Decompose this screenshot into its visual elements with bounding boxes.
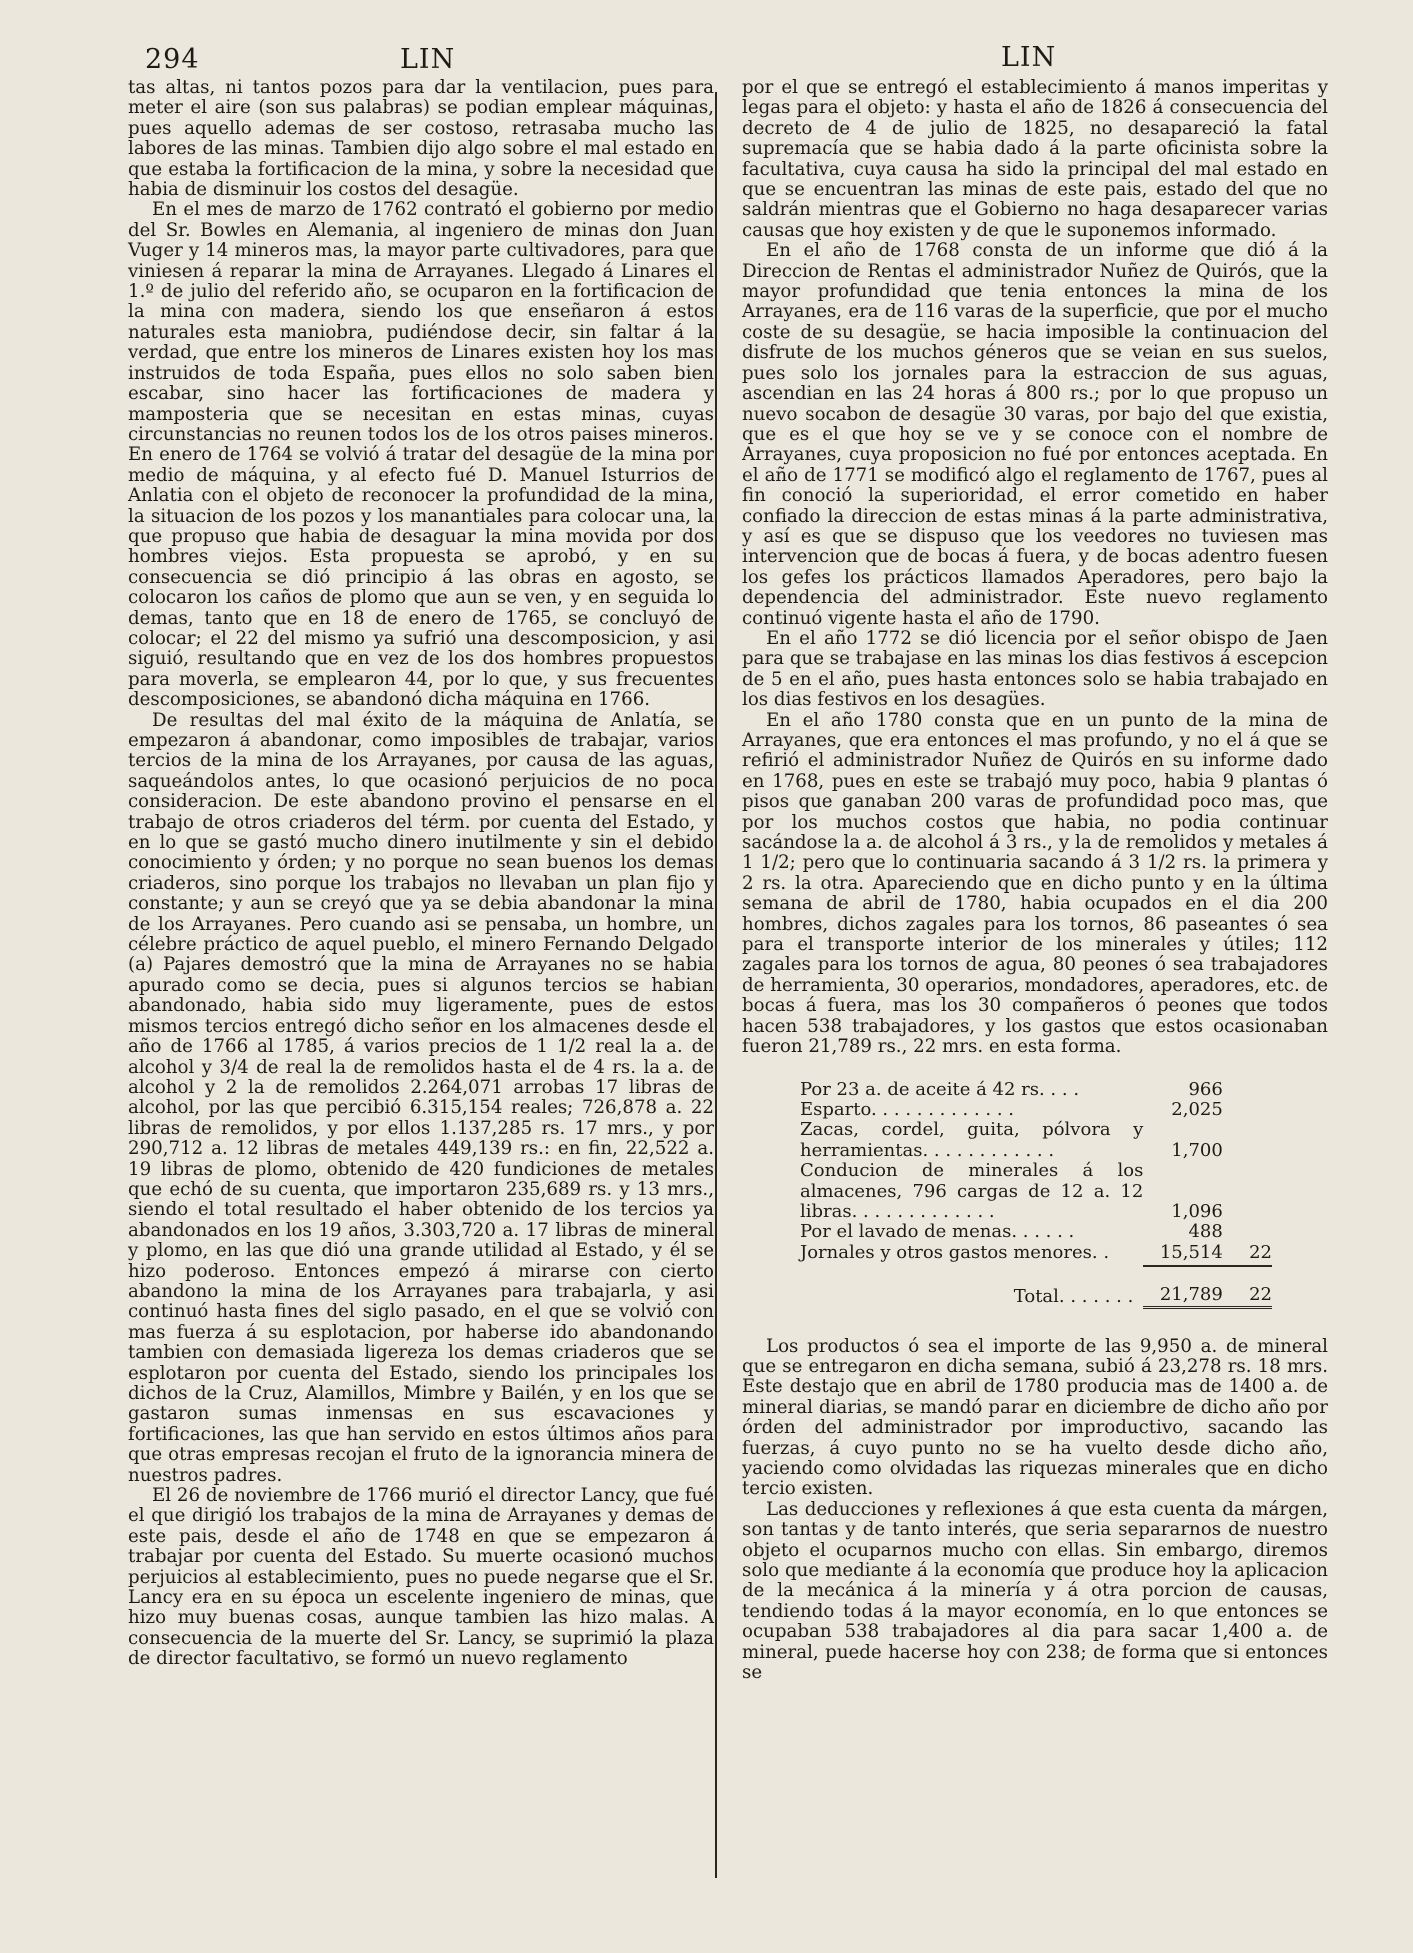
expense-amount: 966 <box>1188 1078 1223 1100</box>
total-row <box>800 1266 1272 1307</box>
total-mrs: 22 <box>1249 1284 1272 1306</box>
expense-item: Por 23 a. de aceite á 42 rs. . . . <box>800 1078 1080 1100</box>
paragraph: De resultas del mal éxito de la máquina de Anlatía, se empezaron á abandonar, como imposibles de trabajar, varios tercios de la mina de los Arrayanes, por causa de las aguas, saqueándolos antes, lo que ocasionó perjuicios de no poca consideracion. De este abandono provino el pensarse en el trabajo de otros criaderos del térm. por cuenta del Estado, y en lo que se gastó mucho dinero inutilmente y sin el debido conocimiento y órden; y no porque no sean buenos los demas criaderos, sino porque los trabajos no llevaban un plan fijo y constante; y aun se creyó que ya se debia abandonar la mina de los Arrayanes. Pero cuando asi se pensaba, un hombre, un célebre práctico de aquel pueblo, el minero Fernando Delgado (a) Pajares demostró que la mina de Arrayanes no se habia apurado como se decia, pues si algunos tercios se habian abandonado, habia sido muy ligeramente, pues de estos mismos tercios entregó dicho señor en los almacenes desde el año de 1766 al 1785, á varios precios de 1 1/2 real la a. de alcohol y 3/4 de real la de remolidos hasta el de 4 rs. la a. de alcohol y 2 la de remolidos 2.264,071 arrobas 17 libras de alcohol, por las que percibió 6.315,154 reales; 726,878 a. 22 libras de remolidos, y por ellos 1.137,285 rs. 17 mrs., y por 290,712 a. 12 libras de metales 449,139 rs.: en fin, 22,522 a. 19 libras de plomo, obtenido de 420 fundiciones de metales que echó de su cuenta, que importaron 235,689 rs. y 13 mrs., siendo el total resultado el haber obtenido de los tercios ya abandonados en los 19 años, 3.303,720 a. 17 libras de mineral y plomo, en las que dió una grande utilidad al Estado, y él se hizo poderoso. Entonces empezó á mirarse con cierto abandono la mina de los Arrayanes para trabajarla, y asi continuó hasta fines del siglo pasado, en el que se volvió con mas fuerza á su esplotacion, por haberse ido abandonando tambien con demasiada ligereza los demas criaderos que se esplotaron por cuenta del Estado, siendo los principales los dichos de la Cruz, Alamillos, Mimbre y Bailén, y en los que se gastaron sumas inmensas en sus escavaciones y fortificaciones, las que han servido en estos últimos años para que otras empresas recojan el fruto de la ignorancia minera de nuestros padres. <box>128 709 714 1486</box>
expense-item: Zacas, cordel, guita, pólvora y herramientas. . . . . . . . . . . . <box>800 1119 1144 1161</box>
double-rule-row <box>800 1307 1272 1315</box>
expense-item: Jornales y otros gastos menores. . <box>800 1241 1110 1263</box>
expense-mrs <box>1223 1080 1272 1100</box>
table-row <box>800 1100 1272 1120</box>
table-row <box>800 1243 1272 1263</box>
left-column <box>128 78 714 1938</box>
total-label: Total. . . . . . . <box>1013 1285 1134 1307</box>
paragraph: En el año de 1768 consta de un informe que dió á la Direccion de Rentas el administrador Nuñez de Quirós, que la mayor profundidad que tenia entonces la mina de los Arrayanes, era de 116 varas de la superficie, que por el mucho coste de su desagüe, se hacia imposible la continuacion del disfrute de los muchos géneros que se veian en sus suelos, pues solo los jornales para la estraccion de sus aguas, ascendian en las 24 horas á 800 rs.; por lo que propuso un nuevo socabon de desagüe 30 varas, por bajo del que existia, que es el que hoy se ve y se conoce con el nombre de Arrayanes, cuya proposicion no fué por entonces aceptada. En el año de 1771 se modificó algo el reglamento de 1767, pues al fin conoció la superioridad, el error cometido en haber confiado la direccion de estas minas á la parte administrativa, y así es que se dispuso que los veedores no tuviesen mas intervencion que de bocas á fuera, y de bocas adentro fuesen los gefes los prácticos llamados Aperadores, pero bajo la dependencia del administrador. Este nuevo reglamento continuó vigente hasta el año de 1790. <box>742 240 1328 629</box>
expense-mrs <box>1223 1222 1272 1242</box>
paragraph: En el año 1772 se dió licencia por el señor obispo de Jaen para que se trabajase en las minas los dias festivos á escepcion de 5 en el año, pues hasta entonces solo se habia trabajado en los dias festivos en los desagües. <box>742 627 1328 711</box>
page-header <box>128 38 1339 78</box>
table-row <box>800 1222 1272 1242</box>
total-amount: 21,789 <box>1159 1284 1223 1306</box>
paragraph: En el año 1780 consta que en un punto de la mina de Arrayanes, que era entonces el mas profundo, y no el á que se refirió el administrador Nuñez de Quirós en su informe dado en 1768, pues en este se trabajó muy poco, habia 9 plantas ó pisos que ganaban 200 varas de profundidad poco mas, que por los muchos costos que habia, no podia continuar sacándose la a. de alcohol á 3 rs., y la de remolidos y metales á 1 1/2; pero que lo continuaria sacando á 3 1/2 rs. la primera y 2 rs. la otra. Apareciendo que en dicho punto y en la última semana de abril de 1780, habia ocupados en el dia 200 hombres, dichos zagales para los tornos, 86 paseantes ó sea para el transporte interior de los minerales y útiles; 112 zagales para los tornos de agua, 80 peones ó sea trabajadores de herramienta, 30 operarios, mondadores, aperadores, etc. de bocas á fuera, mas los 30 compañeros ó peones que todos hacen 538 trabajadores, y los gastos que estos ocasionaban fueron 21,789 rs., 22 mrs. en esta forma. <box>742 709 1328 1058</box>
left-running-head: LIN <box>400 44 456 75</box>
table-row <box>800 1120 1272 1161</box>
paragraph: tas altas, ni tantos pozos para dar la ventilacion, pues para meter el aire (son sus palabras) se podian emplear máquinas, pues aquello ademas de ser costoso, retrasaba mucho las labores de las minas. Tambien dijo algo sobre el mal estado en que estaba la fortificacion de la mina, y sobre la necesidad que habia de disminuir los costos del desagüe. <box>128 77 714 201</box>
expense-mrs <box>1223 1120 1272 1161</box>
expense-table <box>800 1080 1272 1315</box>
expense-item: Conducion de minerales á los almacenes, 796 cargas de 12 a. 12 libras. . . . . . . . . . . . . <box>800 1160 1144 1222</box>
column-divider <box>715 92 717 1878</box>
double-rule <box>1143 1307 1272 1315</box>
right-running-head: LIN <box>1001 42 1057 73</box>
expense-amount: 1,096 <box>1171 1200 1223 1222</box>
expense-amount: 2,025 <box>1171 1098 1223 1120</box>
expense-item: Esparto. . . . . . . . . . . . . <box>800 1098 1015 1120</box>
expense-amount: 488 <box>1188 1221 1223 1243</box>
expense-mrs: 22 <box>1249 1241 1272 1263</box>
paragraph: por el que se entregó el establecimiento á manos imperitas y legas para el objeto: y hasta el año de 1826 á consecuencia del decreto de 4 de julio de 1825, no desapareció la fatal supremacía que se habia dado á la parte oficinista sobre la facultativa, cuya causa ha sido la principal del mal estado en que se encuentran las minas de este pais, estado del que no saldrán mientras que el Gobierno no haga desaparecer varias causas que hoy existen y de que le suponemos informado. <box>742 77 1328 241</box>
paragraph: Los productos ó sea el importe de las 9,950 a. de mineral que se entregaron en dicha semana, subió á 23,278 rs. 18 mrs. Este destajo que en abril de 1780 producia mas de 1400 a. de mineral diarias, se mandó parar en diciembre de dicho año por órden del administrador por improductivo, sacando las fuerzas, á cuyo punto no se ha vuelto desde dicho año, yaciendo como olvidadas las riquezas minerales que en dicho tercio existen. <box>742 1335 1328 1500</box>
paragraph: En el mes de marzo de 1762 contrató el gobierno por medio del Sr. Bowles en Alemania, al ingeniero de minas don Juan Vuger y 14 mineros mas, la mayor parte cultivadores, para que viniesen á reparar la mina de Arrayanes. Llegado á Linares el 1.º de julio del referido año, se ocuparon en la fortificacion de la mina con madera, siendo los que enseñaron á estos naturales esta maniobra, pudiéndose decir, sin faltar á la verdad, que entre los mineros de Linares existen hoy los mas instruidos de toda España, pues ellos no solo saben bien escabar, sino hacer las fortificaciones de madera y mamposteria que se necesitan en estas minas, cuyas circunstancias no reunen todos los de los otros paises mineros. En enero de 1764 se volvió á tratar del desagüe de la mina por medio de máquina, y al efecto fué D. Manuel Isturrios de Anlatia con el objeto de reconocer la profundidad de la mina, la situacion de los pozos y los manantiales para colocar una, la que propuso que habia de desaguar la mina movida por dos hombres viejos. Esta propuesta se aprobó, y en su consecuencia se dió principio á las obras en agosto, se colocaron los caños de plomo que aun se ven, y en seguida lo demas, tanto que en 18 de enero de 1765, se concluyó de colocar; el 22 del mismo ya sufrió una descomposicion, y asi siguió, resultando que en vez de los dos hombres propuestos para moverla, se emplearon 44, por lo que, y sus frecuentes descomposiciones, se abandonó dicha máquina en 1766. <box>128 199 714 711</box>
expense-amount: 15,514 <box>1159 1241 1223 1263</box>
expense-amount: 1,700 <box>1171 1139 1223 1161</box>
expense-item: Por el lavado de menas. . . . . . <box>800 1221 1075 1243</box>
expense-mrs <box>1223 1100 1272 1120</box>
expense-mrs <box>1223 1161 1272 1222</box>
paragraph: Las deducciones y reflexiones á que esta cuenta da márgen, son tantas y de tanto interés, que seria separarnos de nuestro objeto el ocuparnos mucho con ellas. Sin embargo, diremos solo que mediante á la economía que produce hoy la aplicacion de la mecánica á la minería y á otra porcion de causas, tendiendo todas á la mayor economía, en lo que entonces se ocupaban 538 trabajadores al dia para sacar 1,400 a. de mineral, puede hacerse hoy con 238; de forma que si entonces se <box>742 1498 1328 1684</box>
text-columns <box>128 78 1339 1938</box>
table-row <box>800 1161 1272 1222</box>
page-number: 294 <box>145 44 200 75</box>
right-column <box>742 78 1328 1938</box>
paragraph: El 26 de noviembre de 1766 murió el director Lancy, que fué el que dirigió los trabajos de la mina de Arrayanes y demas de este pais, desde el año de 1748 en que se empezaron á trabajar por cuenta del Estado. Su muerte ocasionó muchos perjuicios al establecimiento, pues no puede negarse que el Sr. Lancy era en su época un escelente ingeniero de minas, que hizo muy buenas cosas, aunque tambien las hizo malas. A consecuencia de la muerte del Sr. Lancy, se suprimió la plaza de director facultativo, se formó un nuevo reglamento <box>128 1485 714 1670</box>
table-row <box>800 1080 1272 1100</box>
